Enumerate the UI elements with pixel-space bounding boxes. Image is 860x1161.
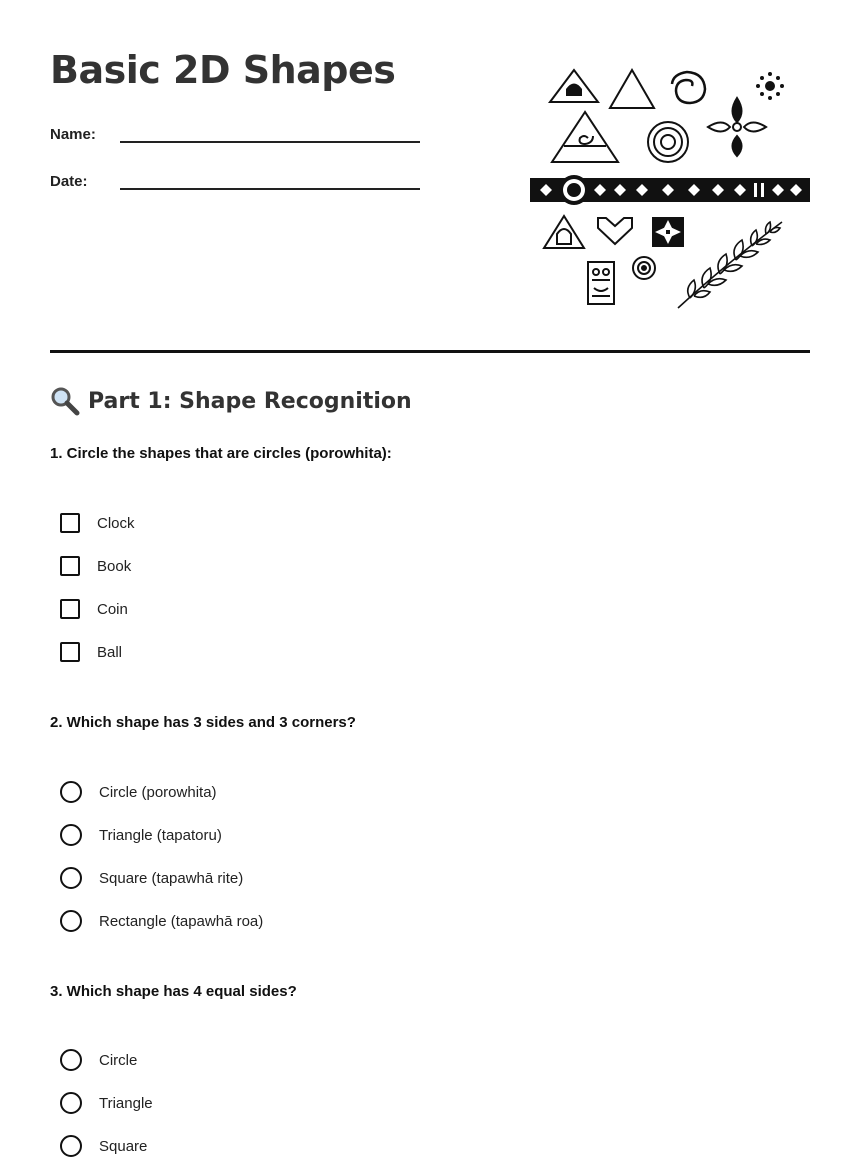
question-2-text: 2. Which shape has 3 sides and 3 corners? <box>50 714 356 731</box>
option-label: Circle (porowhita) <box>99 783 217 801</box>
name-label: Name: <box>50 126 96 143</box>
q1-option-coin[interactable] <box>60 597 128 621</box>
checkbox[interactable] <box>60 513 80 533</box>
radio-button[interactable] <box>60 1135 82 1157</box>
q1-option-ball[interactable] <box>60 640 122 664</box>
option-label: Triangle <box>99 1094 153 1112</box>
option-label: Square <box>99 1137 148 1155</box>
name-field <box>50 121 420 143</box>
name-line[interactable] <box>120 121 420 143</box>
q3-option-triangle[interactable] <box>60 1091 153 1115</box>
date-field <box>50 168 420 190</box>
part1-heading <box>50 386 412 416</box>
q3-option-square[interactable] <box>60 1134 147 1158</box>
question-1-text: 1. Circle the shapes that are circles (porowhita): <box>50 445 392 462</box>
pattern-tile-icon <box>652 217 684 247</box>
radio-button[interactable] <box>60 781 82 803</box>
radio-button[interactable] <box>60 1092 82 1114</box>
triangle-icon <box>544 216 584 248</box>
triangle-icon <box>550 70 598 102</box>
radio-button[interactable] <box>60 910 82 932</box>
header-divider <box>50 350 810 353</box>
flower-icon <box>708 98 766 156</box>
worksheet-title: Basic 2D Shapes <box>50 48 396 92</box>
option-label: Coin <box>97 600 128 618</box>
tiki-icon <box>588 262 614 304</box>
spiral-icon <box>672 72 705 103</box>
option-label: Circle <box>99 1051 138 1069</box>
radio-button[interactable] <box>60 824 82 846</box>
part1-title: Part 1: Shape Recognition <box>88 388 412 414</box>
option-label: Square (tapawhā rite) <box>99 869 244 887</box>
q2-option-triangle[interactable] <box>60 823 222 847</box>
radio-button[interactable] <box>60 867 82 889</box>
triangle-icon <box>610 70 654 108</box>
q2-option-rectangle[interactable] <box>60 909 263 933</box>
date-label: Date: <box>50 173 88 190</box>
radio-button[interactable] <box>60 1049 82 1071</box>
option-label: Ball <box>97 643 123 661</box>
q1-option-clock[interactable] <box>60 511 135 535</box>
circle-icon <box>633 257 655 279</box>
sun-icon <box>756 72 784 100</box>
option-label: Triangle (tapatoru) <box>99 826 222 844</box>
checkbox[interactable] <box>60 599 80 619</box>
checkbox[interactable] <box>60 556 80 576</box>
option-label: Rectangle (tapawhā roa) <box>99 912 264 930</box>
magnifier-icon <box>50 386 80 416</box>
option-label: Clock <box>97 514 135 532</box>
q2-option-square[interactable] <box>60 866 243 890</box>
heart-icon <box>598 218 632 244</box>
q3-option-circle[interactable] <box>60 1048 137 1072</box>
maori-ornaments-illustration <box>528 62 812 312</box>
triangle-icon <box>552 112 618 162</box>
q2-option-circle[interactable] <box>60 780 217 804</box>
checkbox[interactable] <box>60 642 80 662</box>
pattern-band <box>530 175 810 205</box>
fern-icon <box>678 222 782 308</box>
circle-icon <box>648 122 688 162</box>
q1-option-book[interactable] <box>60 554 131 578</box>
question-3-text: 3. Which shape has 4 equal sides? <box>50 983 297 1000</box>
option-label: Book <box>97 557 132 575</box>
date-line[interactable] <box>120 168 420 190</box>
